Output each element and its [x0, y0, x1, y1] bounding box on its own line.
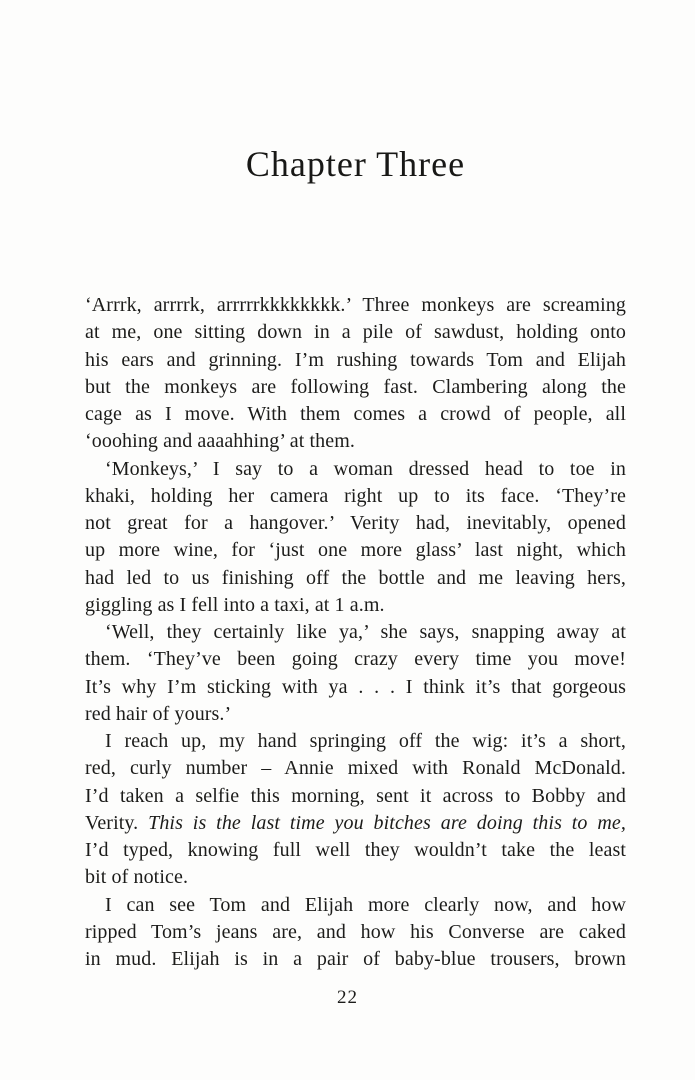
- text-segment: ‘Well, they certainly like ya,’ she says, snapping away at: [105, 621, 626, 643]
- text-segment: red hair of yours.’: [85, 702, 232, 725]
- text-line: [85, 428, 626, 455]
- text-segment: I can see Tom and Elijah more clearly now, and how: [105, 893, 626, 916]
- paragraph: [85, 892, 626, 974]
- text-line: [85, 401, 626, 428]
- text-line: [85, 456, 626, 483]
- text-segment: I’d taken a selfie this morning, sent it across to Bobby and: [85, 784, 626, 807]
- text-segment: ‘ooohing and aaaahhing’ at them.: [85, 430, 355, 453]
- text-segment: It’s why I’m sticking with ya . . . I think it’s that gorgeous: [85, 675, 626, 698]
- text-line: [85, 701, 626, 728]
- text-line: [85, 674, 626, 701]
- text-segment: khaki, holding her camera right up to its face. ‘They’re: [85, 484, 626, 507]
- text-line: [85, 319, 626, 346]
- text-segment: giggling as I fell into a taxi, at 1 a.m.: [85, 593, 385, 616]
- text-line: [85, 292, 626, 319]
- text-segment: I’d typed, knowing full well they wouldn’t take the least: [85, 839, 626, 861]
- paragraph: [85, 456, 626, 620]
- text-segment: bit of notice.: [85, 866, 189, 889]
- text-line: [85, 892, 626, 919]
- text-line: [85, 510, 626, 537]
- text-line: [85, 755, 626, 782]
- text-line: [85, 810, 626, 837]
- text-segment: up more wine, for ‘just one more glass’ last night, which: [85, 539, 626, 562]
- text-line: [85, 347, 626, 374]
- text-line: [85, 728, 626, 755]
- text-segment: in mud. Elijah is in a pair of baby-blue trousers, brown: [85, 948, 626, 970]
- text-segment: I reach up, my hand springing off the wig: it’s a short,: [105, 730, 626, 752]
- paragraph: [85, 292, 626, 456]
- text-segment: them. ‘They’ve been going crazy every time you move!: [85, 648, 626, 671]
- body-text: [85, 292, 626, 973]
- text-segment: had led to us finishing off the bottle and me leaving hers,: [85, 566, 626, 589]
- text-line: [85, 919, 626, 946]
- text-line: [85, 565, 626, 592]
- text-segment: at me, one sitting down in a pile of sawdust, holding onto: [85, 321, 626, 344]
- text-line: [85, 646, 626, 673]
- text-line: [85, 537, 626, 564]
- italic-text: This is the last time you bitches are doing this to me,: [148, 811, 626, 834]
- text-segment: ‘Arrrk, arrrrk, arrrrrkkkkkkkk.’ Three monkeys are screaming: [85, 294, 626, 316]
- text-line: [85, 783, 626, 810]
- text-segment: but the monkeys are following fast. Clambering along the: [85, 375, 626, 398]
- text-segment: cage as I move. With them comes a crowd of people, all: [85, 403, 626, 425]
- page-number: 22: [337, 987, 358, 1008]
- chapter-title: Chapter Three: [245, 144, 466, 184]
- text-segment: red, curly number – Annie mixed with Ronald McDonald.: [85, 757, 626, 780]
- text-segment: ‘Monkeys,’ I say to a woman dressed head to toe in: [105, 457, 626, 480]
- text-line: [85, 483, 626, 510]
- text-line: [85, 592, 626, 619]
- paragraph: [85, 619, 626, 728]
- text-line: [85, 619, 626, 646]
- text-line: [85, 946, 626, 973]
- text-segment: Verity.: [85, 811, 149, 834]
- paragraph: [85, 728, 626, 892]
- text-segment: his ears and grinning. I’m rushing towards Tom and Elijah: [85, 348, 626, 371]
- text-segment: not great for a hangover.’ Verity had, inevitably, opened: [85, 512, 626, 534]
- text-line: [85, 864, 626, 891]
- text-line: [85, 837, 626, 864]
- text-line: [85, 374, 626, 401]
- text-segment: ripped Tom’s jeans are, and how his Converse are caked: [85, 920, 626, 943]
